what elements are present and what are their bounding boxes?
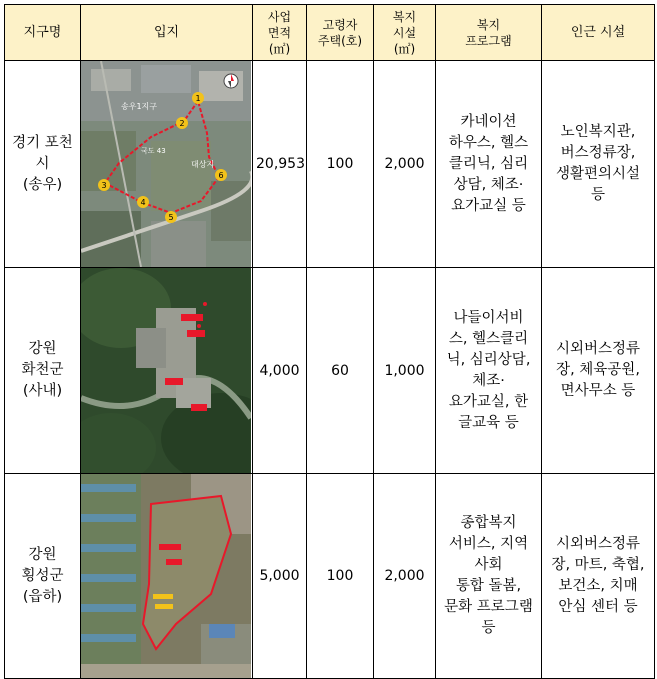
svg-text:1: 1 (195, 94, 201, 103)
program-line: 요가교실, 한 (448, 393, 529, 410)
route-marker (215, 169, 227, 181)
district-name-line: 강원 (28, 546, 57, 563)
program-line: 체조· (472, 372, 505, 389)
housing-value: 100 (307, 61, 374, 268)
nearby-cell (542, 61, 655, 268)
header-program-l1: 복지 (476, 17, 501, 32)
district-name-line: 횡성군 (21, 567, 64, 584)
svg-text:2: 2 (179, 119, 185, 128)
nearby-line: 버스정류장, (560, 145, 636, 161)
nearby-line: 시외버스정류 (555, 341, 641, 357)
program-cell (436, 474, 542, 679)
route-marker (137, 196, 149, 208)
header-area-l3: (㎡) (268, 41, 291, 56)
svg-text:6: 6 (218, 171, 224, 180)
header-welfare (374, 5, 436, 61)
district-cell (5, 474, 81, 679)
program-line: 요가교실 등 (451, 197, 526, 214)
program-line: 종합복지 (460, 515, 517, 531)
nearby-line: 면사무소 등 (560, 383, 636, 399)
table-row (5, 61, 655, 268)
district-name-line: 시 (35, 155, 50, 172)
aerial-map-image (81, 474, 251, 678)
table-row (5, 474, 655, 679)
nearby-line: 생활편의시설 (555, 166, 641, 182)
housing-value: 100 (307, 474, 374, 679)
header-location: 입지 (81, 5, 253, 61)
header-housing (307, 5, 374, 61)
housing-value: 60 (307, 268, 374, 474)
route-marker (176, 117, 188, 129)
program-line: 등 (481, 620, 496, 636)
north-arrow-icon (224, 74, 238, 88)
program-line: 글교육 등 (458, 414, 519, 431)
header-welfare-l1: 복지 (392, 9, 417, 24)
welfare-value: 2,000 (374, 61, 436, 268)
area-value: 20,953 (253, 61, 307, 268)
header-row (5, 5, 655, 61)
location-map-cell (81, 61, 253, 268)
program-line: 문화 프로그램 (444, 599, 533, 615)
aerial-map-image (81, 268, 251, 473)
district-cell (5, 61, 81, 268)
program-line: 하우스, 헬스 (448, 134, 529, 151)
program-line: 스, 헬스클리 (448, 330, 529, 347)
route-marker (98, 179, 110, 191)
district-name-line: (사내) (22, 383, 63, 399)
aerial-map-image (81, 61, 251, 267)
map-label-site: 대상지 (191, 160, 215, 169)
program-cell (436, 268, 542, 474)
svg-text:4: 4 (140, 198, 146, 207)
area-value: 5,000 (253, 474, 307, 679)
header-area-l2: 면적 (267, 25, 292, 40)
header-housing-l2: 주택(호) (317, 33, 363, 48)
program-line: 카네이션 (460, 113, 517, 130)
header-nearby: 인근 시설 (542, 5, 655, 61)
header-area-l1: 사업 (267, 9, 292, 24)
map-label-top: 송우1지구 (121, 102, 158, 111)
program-line: 닉, 심리상담, (446, 351, 531, 368)
district-cell (5, 268, 81, 474)
header-welfare-l3: (㎡) (393, 41, 416, 56)
welfare-value: 1,000 (374, 268, 436, 474)
nearby-line: 등 (590, 187, 605, 203)
header-program (436, 5, 542, 61)
district-name-line: 경기 포천 (12, 134, 73, 151)
map-label-mid: 국도 43 (141, 147, 166, 155)
program-line: 통합 돌봄, (455, 578, 522, 594)
district-name-line: 강원 (28, 341, 57, 357)
program-line: 클리닉, 심리 (448, 155, 529, 172)
district-table (4, 4, 655, 679)
svg-text:5: 5 (168, 213, 174, 222)
header-area (253, 5, 307, 61)
nearby-line: 안심 센터 등 (558, 599, 638, 615)
nearby-line: 노인복지관, (560, 124, 636, 140)
district-name-line: (읍하) (22, 588, 63, 605)
nearby-line: 보건소, 치매 (558, 578, 638, 594)
area-value: 4,000 (253, 268, 307, 474)
table-row (5, 268, 655, 474)
nearby-line: 장, 마트, 축협, (551, 557, 645, 573)
program-line: 사회 (474, 557, 503, 573)
program-line: 상담, 체조· (453, 176, 524, 193)
svg-text:3: 3 (101, 181, 107, 190)
route-marker (165, 211, 177, 223)
location-map-cell (81, 474, 253, 679)
district-name-line: (송우) (22, 176, 63, 193)
nearby-cell (542, 474, 655, 679)
header-program-l2: 프로그램 (465, 33, 512, 48)
program-line: 서비스, 지역 (448, 536, 529, 552)
nearby-line: 장, 체육공원, (556, 362, 640, 378)
route-marker (192, 92, 204, 104)
header-housing-l1: 고령자 (322, 17, 358, 32)
nearby-line: 시외버스정류 (555, 536, 641, 552)
welfare-value: 2,000 (374, 474, 436, 679)
nearby-cell (542, 268, 655, 474)
header-welfare-l2: 시설 (392, 25, 417, 40)
program-line: 나들이서비 (453, 309, 524, 326)
location-map-cell (81, 268, 253, 474)
district-name-line: 화천군 (21, 362, 64, 378)
program-cell (436, 61, 542, 268)
header-district: 지구명 (5, 5, 81, 61)
